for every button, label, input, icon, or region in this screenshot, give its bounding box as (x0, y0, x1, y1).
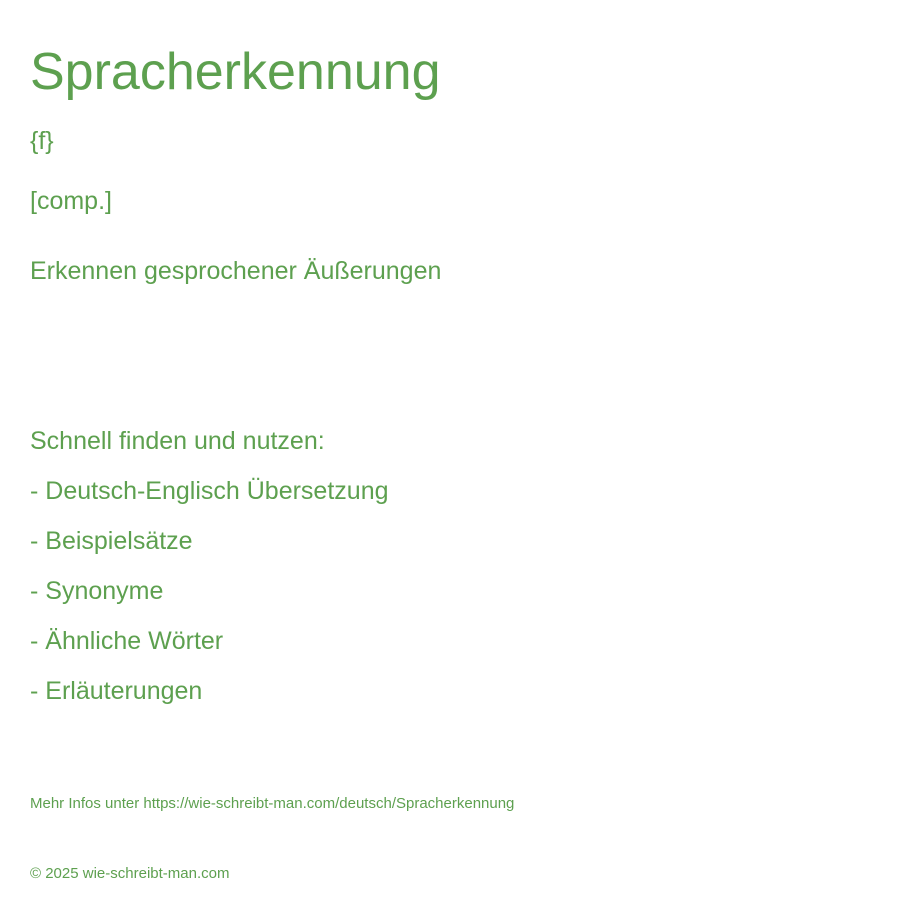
definition-text: Erkennen gesprochener Äußerungen (30, 257, 442, 285)
promo-heading: Schnell finden und nutzen: (30, 427, 325, 455)
feature-item-translation: - Deutsch-Englisch Übersetzung (30, 477, 389, 505)
feature-item-similar-words: - Ähnliche Wörter (30, 627, 224, 655)
more-info-text: Mehr Infos unter https://wie-schreibt-man.com/deutsch/Spracherkennung (30, 795, 515, 812)
feature-list (30, 474, 389, 724)
copyright-text: © 2025 wie-schreibt-man.com (30, 865, 230, 882)
feature-item-explanations: - Erläuterungen (30, 677, 203, 705)
entry-card (30, 0, 870, 900)
feature-item-example-sentences: - Beispielsätze (30, 527, 193, 555)
gender-label: {f} (30, 127, 54, 155)
feature-item-synonyms: - Synonyme (30, 577, 164, 605)
domain-label: [comp.] (30, 187, 112, 215)
page-title: Spracherkennung (30, 43, 441, 101)
